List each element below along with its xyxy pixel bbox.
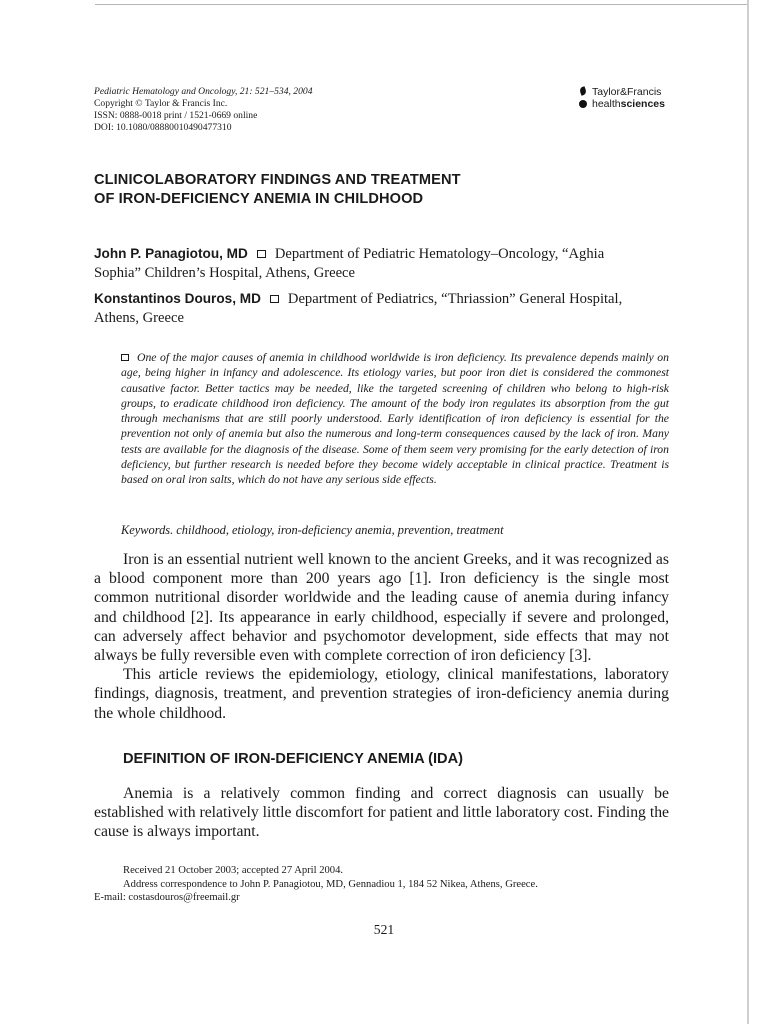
publisher-logo [578, 86, 665, 110]
keywords: Keywords. childhood, etiology, iron-deficiency anemia, prevention, treatment [121, 523, 504, 537]
author-block-1 [94, 244, 654, 283]
email-line: E-mail: costasdouros@freemail.gr [94, 892, 240, 904]
logo-line-1: Taylor&Francis [592, 86, 662, 98]
paragraph: This article reviews the epidemiology, etiology, clinical manifestations, laboratory findings, diagnosis, treatment, and prevention strategies of iron-deficiency anemia during the whole childhood. [94, 666, 669, 722]
author-affiliation: Department of Pediatric Hematology–Oncology, “Aghia Sophia” Children’s Hospital, Athens, Greece [94, 246, 605, 281]
abstract [121, 350, 669, 488]
author-affiliation: Department of Pediatrics, “Thriassion” General Hospital, Athens, Greece [94, 291, 623, 326]
author-name: Konstantinos Douros, MD [94, 291, 261, 306]
title-line-2: OF IRON-DEFICIENCY ANEMIA IN CHILDHOOD [94, 191, 424, 207]
square-bullet-icon [270, 295, 279, 303]
scan-edge [747, 0, 749, 1024]
logo-health: health [592, 98, 621, 110]
logo-sciences: sciences [620, 98, 665, 110]
correspondence-address: Address correspondence to John P. Panagiotou, MD, Gennadiou 1, 184 52 Nikea, Athens, Greece. [123, 878, 538, 890]
square-bullet-icon [121, 354, 129, 361]
leaf-icon [579, 86, 587, 96]
author-name: John P. Panagiotou, MD [94, 246, 248, 261]
doi-line: DOI: 10.1080/08880010490477310 [94, 122, 232, 133]
title-line-1: CLINICOLABORATORY FINDINGS AND TREATMENT [94, 172, 461, 188]
section-heading: DEFINITION OF IRON-DEFICIENCY ANEMIA (IDA) [123, 751, 463, 767]
definition-section [94, 784, 669, 842]
copyright-line: Copyright © Taylor & Francis Inc. [94, 98, 228, 109]
issn-line: ISSN: 0888-0018 print / 1521-0669 online [94, 110, 258, 121]
page-number: 521 [373, 922, 395, 937]
received-dates: Received 21 October 2003; accepted 27 April 2004. [123, 865, 344, 876]
paragraph: Anemia is a relatively common finding and correct diagnosis can usually be established with relatively little discomfort for patient and little laboratory cost. Finding the cause is always important. [94, 785, 669, 841]
publication-info [94, 86, 313, 134]
author-block-2 [94, 289, 654, 328]
abstract-text: One of the major causes of anemia in childhood worldwide is iron deficiency. Its prevalence depends mainly on age, being higher in infancy and adolescence. Its etiology varies, but poor iron diet is considered the commonest causative factor. Better tactics may be needed, like the targeted screening of children who belong to high-risk groups, to eradicate childhood iron deficiency. The amount of the body iron regulates its absorption from the gut through mechanisms that are still poorly understood. Early identification of iron deficiency is essential for the prevention not only of anemia but also the numerous and long-term consequences caused by the lack of iron. Many tests are available for the diagnosis of the disease. Some of them seem very promising for the early detection of iron deficiency, but further research is needed before they become widely acceptable in clinical practice. Treatment is based on oral iron salts, which do not have any serious side effects. [121, 351, 669, 487]
journal-citation: Pediatric Hematology and Oncology, 21: 521–534, 2004 [94, 86, 313, 97]
intro-section [94, 550, 669, 723]
article-title [94, 171, 461, 209]
square-bullet-icon [257, 250, 266, 258]
paragraph: Iron is an essential nutrient well known to the ancient Greeks, and it was recognized as a blood component more than 200 years ago [1]. Iron deficiency is the single most common nutritional disorder worldwide and the leading cause of anemia during infancy and childhood [2]. Its appearance in early childhood, especially if severe and prolonged, can adversely affect behavior and psychomotor development, side effects that may not always be fully reversible even with complete correction of iron deficiency [3]. [94, 551, 669, 665]
dot-icon [579, 100, 587, 108]
footnote [94, 864, 684, 905]
top-rule [95, 4, 748, 5]
